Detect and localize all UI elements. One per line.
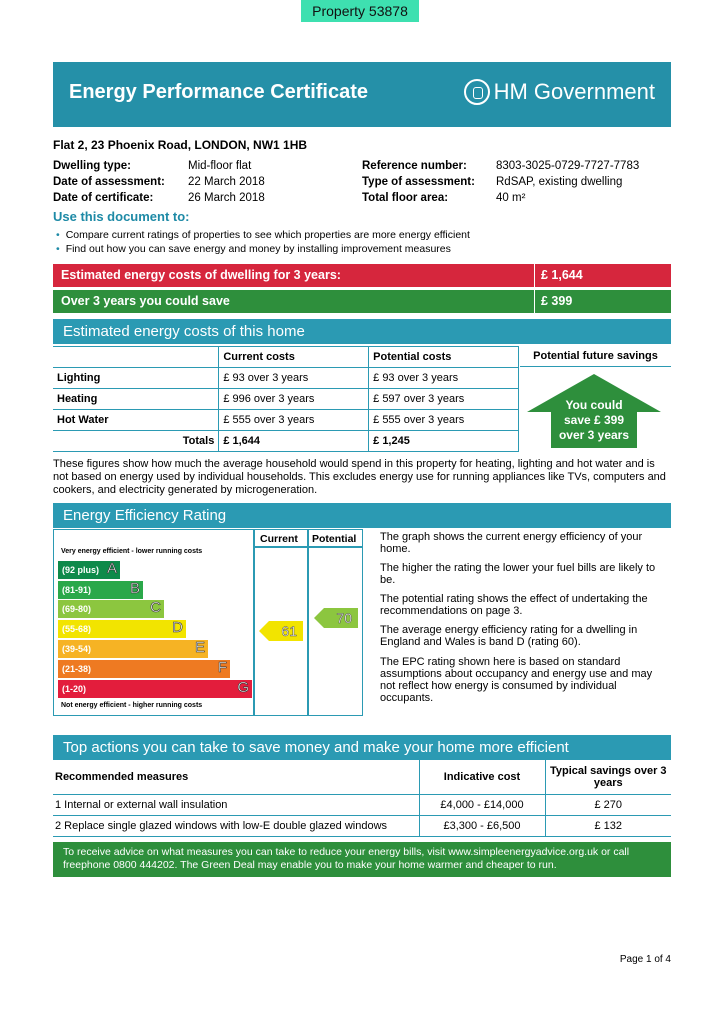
detail-label: Date of certificate: <box>53 192 154 204</box>
ee-description: The potential rating shows the effect of undertaking the recommendations on page 3. <box>380 593 648 617</box>
ee-top-label: Very energy efficient - lower running costs <box>61 548 203 555</box>
table-cell: Heating <box>53 389 219 410</box>
cost-bar-label: Estimated energy costs of dwelling for 3 years: <box>61 268 341 282</box>
divider <box>534 264 535 287</box>
table-row <box>53 389 519 410</box>
totals-potential: £ 1,245 <box>369 431 519 452</box>
bullet-item: • Compare current ratings of properties to see which properties are more energy efficient <box>56 229 470 241</box>
advice-footer: To receive advice on what measures you can take to reduce your energy bills, visit www.simpleenergyadvice.org.uk or call freephone 0800 444202. The Green Deal may enable you to make your home warmer and cheaper to run. <box>53 842 671 877</box>
table-cell: Lighting <box>53 368 219 389</box>
save-bar-value: £ 399 <box>541 294 573 308</box>
table-cell: £ 597 over 3 years <box>369 389 519 410</box>
table-cell: £ 93 over 3 years <box>369 368 519 389</box>
ee-section-title: Energy Efficiency Rating <box>53 503 671 528</box>
certificate-header <box>53 62 671 127</box>
detail-value: Mid-floor flat <box>188 160 252 172</box>
actions-table <box>53 760 671 837</box>
table-row <box>53 368 519 389</box>
costs-section-title: Estimated energy costs of this home <box>53 319 671 344</box>
table-cell: 2 Replace single glazed windows with low-E double glazed windows <box>53 815 419 836</box>
detail-label: Type of assessment: <box>362 176 475 188</box>
energy-rating-chart <box>53 529 363 716</box>
potential-rating-pointer <box>314 608 358 628</box>
band-g: (1-20) G <box>58 680 252 698</box>
table-cell: £ 996 over 3 years <box>219 389 369 410</box>
table-cell: £ 555 over 3 years <box>369 410 519 431</box>
band-d: (55-68) D <box>58 620 186 638</box>
table-row <box>53 347 519 368</box>
royal-crest-icon <box>464 79 490 105</box>
cost-bar <box>53 264 671 287</box>
band-c: (69-80) C <box>58 600 164 618</box>
table-header: Typical savings over 3 years <box>545 760 671 794</box>
table-cell: £4,000 - £14,000 <box>419 794 545 815</box>
detail-value: 22 March 2018 <box>188 176 265 188</box>
government-label: HM Government <box>493 79 655 104</box>
ee-description: The average energy efficiency rating for a dwelling in England and Wales is band D (rating 60). <box>380 624 638 648</box>
table-header: Potential costs <box>369 347 519 368</box>
detail-value: 8303-3025-0729-7727-7783 <box>496 160 640 172</box>
bullet-item: • Find out how you can save energy and money by installing improvement measures <box>56 243 451 255</box>
table-cell: £ 270 <box>545 794 671 815</box>
current-rating: 61 <box>281 623 297 639</box>
column-divider <box>253 546 362 548</box>
table-row <box>53 794 671 815</box>
table-cell: £ 132 <box>545 815 671 836</box>
actions-section-title: Top actions you can take to save money and make your home more efficient <box>53 735 671 760</box>
ee-description: The graph shows the current energy efficiency of your home. <box>380 531 643 555</box>
details-right-values <box>496 158 639 206</box>
band-f: (21-38) F <box>58 660 230 678</box>
page-number: Page 1 of 4 <box>619 954 671 965</box>
save-bar-label: Over 3 years you could save <box>61 294 230 308</box>
detail-label: Date of assessment: <box>53 176 165 188</box>
details-right-labels <box>362 158 475 206</box>
table-cell: £ 93 over 3 years <box>219 368 369 389</box>
table-row <box>53 760 671 794</box>
band-e: (39-54) E <box>58 640 208 658</box>
cost-bar-value: £ 1,644 <box>541 268 583 282</box>
detail-value: 26 March 2018 <box>188 192 265 204</box>
hm-government-logo <box>464 79 655 105</box>
page-title: Energy Performance Certificate <box>69 81 369 103</box>
divider <box>534 290 535 313</box>
band-b: (81-91) B <box>58 581 143 599</box>
table-row <box>53 815 671 836</box>
table-cell: Hot Water <box>53 410 219 431</box>
totals-label: Totals <box>53 431 219 452</box>
detail-label: Total floor area: <box>362 192 449 204</box>
detail-value: RdSAP, existing dwelling <box>496 176 623 188</box>
use-title: Use this document to: <box>53 209 190 224</box>
table-header: Recommended measures <box>53 760 419 794</box>
totals-current: £ 1,644 <box>219 431 369 452</box>
table-cell: 1 Internal or external wall insulation <box>53 794 419 815</box>
detail-value: 40 m² <box>496 192 526 204</box>
potential-column-header: Potential <box>312 533 357 545</box>
potential-rating: 70 <box>336 610 352 626</box>
detail-label: Reference number: <box>362 160 467 172</box>
ee-description: The higher the rating the lower your fuel bills are likely to be. <box>380 562 656 586</box>
bullet-icon: • <box>56 229 60 241</box>
table-header: Current costs <box>219 347 369 368</box>
bullet-icon: • <box>56 243 60 255</box>
costs-note: These figures show how much the average household would spend in this property for heating, lighting and hot water and is not based on energy used by individual households. This excludes energy use for running appliances like TVs, computers and cookers, and electricity generated by microgeneration. <box>53 458 666 496</box>
table-header <box>53 347 219 368</box>
table-cell: £3,300 - £6,500 <box>419 815 545 836</box>
ee-description: The EPC rating shown here is based on standard assumptions about occupancy and energy use and may not reflect how energy is consumed by individual occupants. <box>380 656 653 704</box>
detail-label: Dwelling type: <box>53 160 131 172</box>
ee-bottom-label: Not energy efficient - higher running costs <box>61 702 203 709</box>
property-tag: Property 53878 <box>301 0 419 22</box>
property-address: Flat 2, 23 Phoenix Road, LONDON, NW1 1HB <box>53 138 308 152</box>
current-rating-pointer <box>259 621 303 641</box>
details-left-labels <box>53 158 165 206</box>
current-column-header: Current <box>260 533 298 545</box>
save-bar <box>53 290 671 313</box>
savings-text: You could save £ 399 over 3 years <box>558 398 630 442</box>
future-savings-header: Potential future savings <box>520 346 671 367</box>
table-row <box>53 410 519 431</box>
details-left-values <box>188 158 265 206</box>
totals-row <box>53 431 519 452</box>
costs-table <box>53 346 519 452</box>
table-header: Indicative cost <box>419 760 545 794</box>
table-cell: £ 555 over 3 years <box>219 410 369 431</box>
band-a: (92 plus) A <box>58 561 120 579</box>
